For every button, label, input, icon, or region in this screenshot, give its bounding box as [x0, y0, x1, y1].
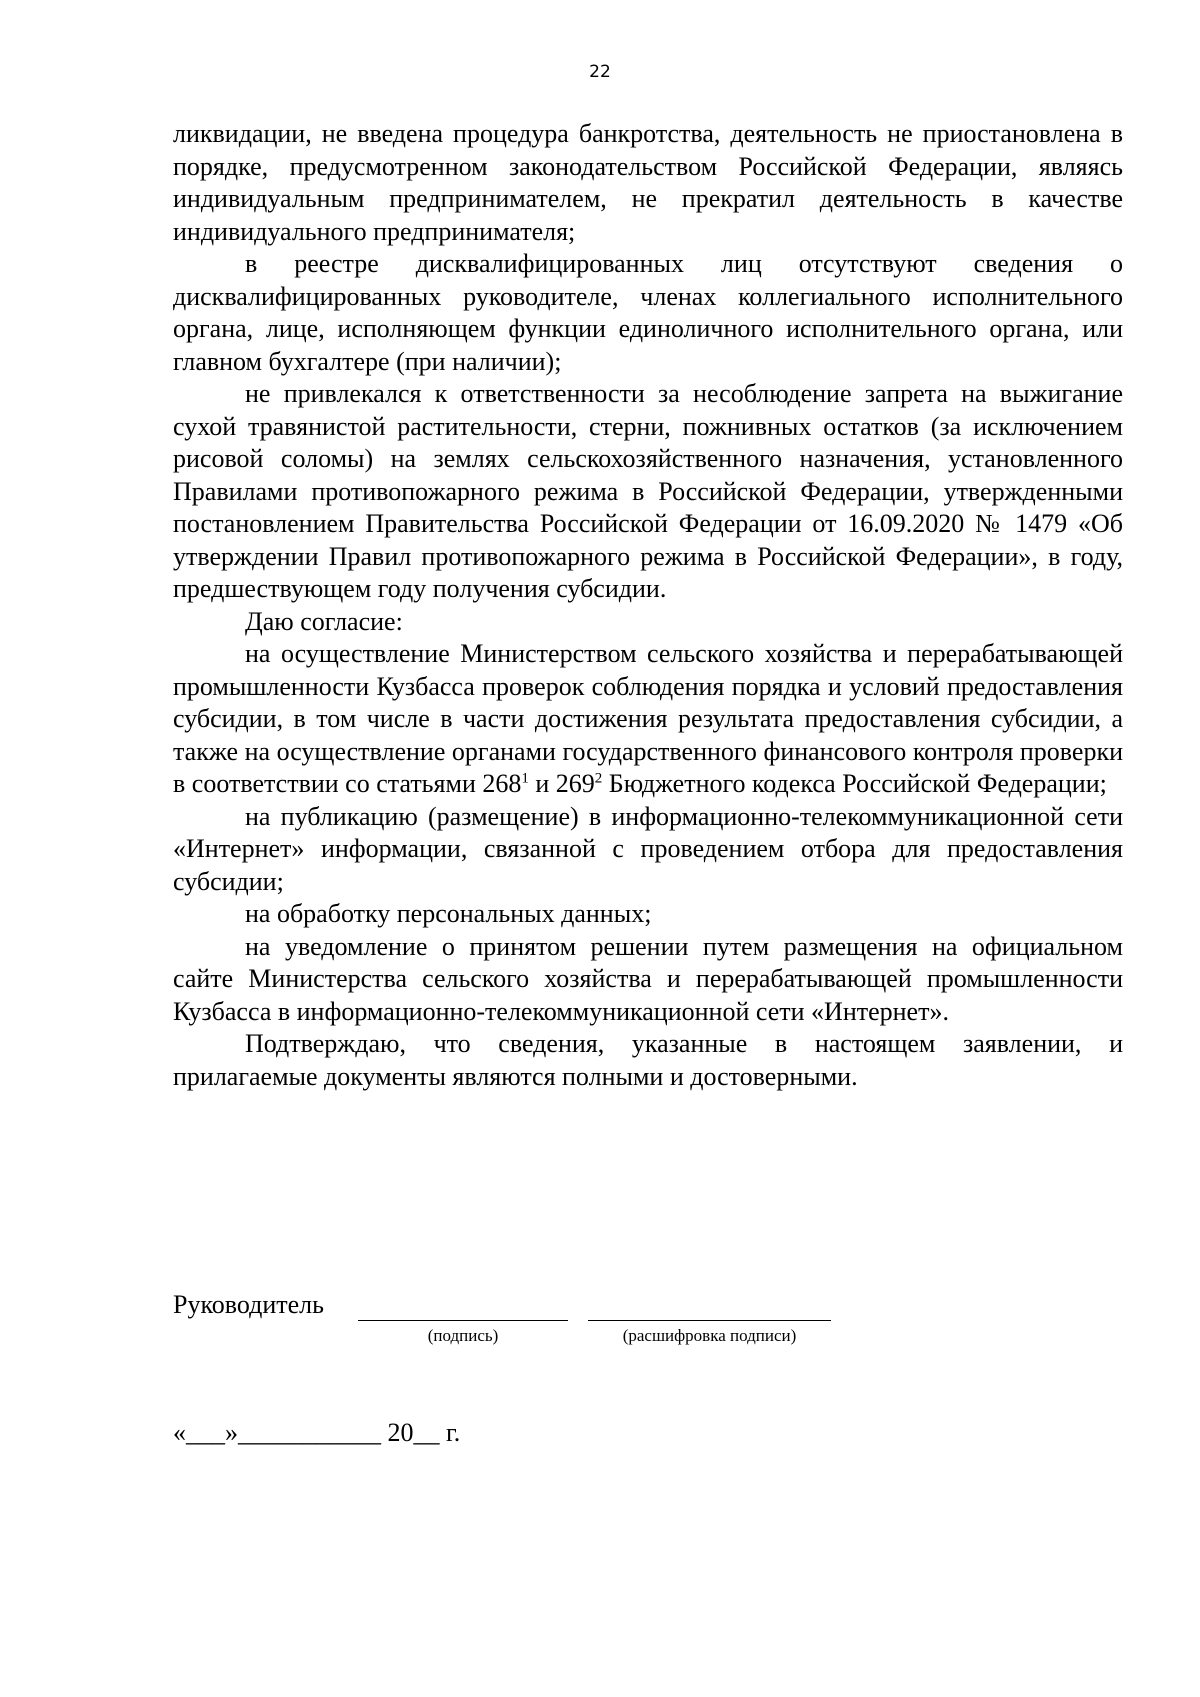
- paragraph-confirmation: Подтверждаю, что сведения, указанные в настоящем заявлении, и прилагаемые документы являются полными и достоверными.: [173, 1029, 1123, 1091]
- signature-label: Руководитель: [173, 1290, 324, 1319]
- paragraph-consent-notification: на уведомление о принятом решении путем размещения на официальном сайте Министерства сельского хозяйства и перерабатывающей промышленности Кузбасса в информационно-телекоммуникационной сети «Интернет».: [173, 931, 1123, 1026]
- consent-inspections-text-end: Бюджетного кодекса Российской Федерации;: [602, 769, 1107, 798]
- superscript-2: 2: [594, 770, 603, 787]
- consent-inspections-text-middle: и 269: [528, 769, 595, 798]
- signature-line: [358, 1320, 568, 1321]
- paragraph-consent-heading: Даю согласие:: [245, 606, 403, 636]
- signature-decoding-caption: (расшифровка подписи): [622, 1326, 797, 1345]
- page-number: 22: [589, 62, 611, 82]
- signature-block: [173, 1290, 973, 1360]
- paragraph-disqualified-registry: в реестре дисквалифицированных лиц отсутствуют сведения о дисквалифицированных руководителе, членах коллегиального исполнительного органа, лице, исполняющем функции единоличного исполнительного органа, или главном бухгалтере (при наличии);: [173, 249, 1123, 376]
- paragraph-consent-personal-data: на обработку персональных данных;: [245, 899, 652, 928]
- paragraph-fire-regime: не привлекался к ответственности за несоблюдение запрета на выжигание сухой травянистой растительности, стерни, пожнивных остатков (за исключением рисовой соломы) на землях сельскохозяйственного назначения, установленного Правилами противопожарного режима в Российской Федерации, утвержденными постановлением Правительства Российской Федерации от 16.09.2020 № 1479 «Об утверждении Правил противопожарного режима в Российской Федерации», в году, предшествующем году получения субсидии.: [173, 379, 1123, 603]
- consent-inspections-text: на осуществление Министерством сельского хозяйства и перерабатывающей промышленности Кузбасса проверок соблюдения порядка и условий предоставления субсидии, в том числе в части достижения результата предоставления субсидии, а также на осуществление органами государственного финансового контроля проверки в соответствии со статьями 268: [173, 639, 1123, 798]
- signature-caption: (подпись): [427, 1326, 499, 1345]
- document-body: [173, 118, 1123, 1093]
- paragraph-liquidation: ликвидации, не введена процедура банкротства, деятельность не приостановлена в порядке, предусмотренном законодательством Российской Федерации, являясь индивидуальным предпринимателем, не прекратил деятельность в качестве индивидуального предпринимателя;: [173, 119, 1123, 246]
- date-line: «___»___________ 20__ г.: [173, 1418, 461, 1447]
- paragraph-consent-inspections: [173, 638, 1123, 801]
- paragraph-consent-publication: на публикацию (размещение) в информационно-телекоммуникационной сети «Интернет» информации, связанной с проведением отбора для предоставления субсидии;: [173, 801, 1123, 896]
- signature-decoding-line: [588, 1320, 831, 1321]
- superscript-1: 1: [521, 770, 529, 787]
